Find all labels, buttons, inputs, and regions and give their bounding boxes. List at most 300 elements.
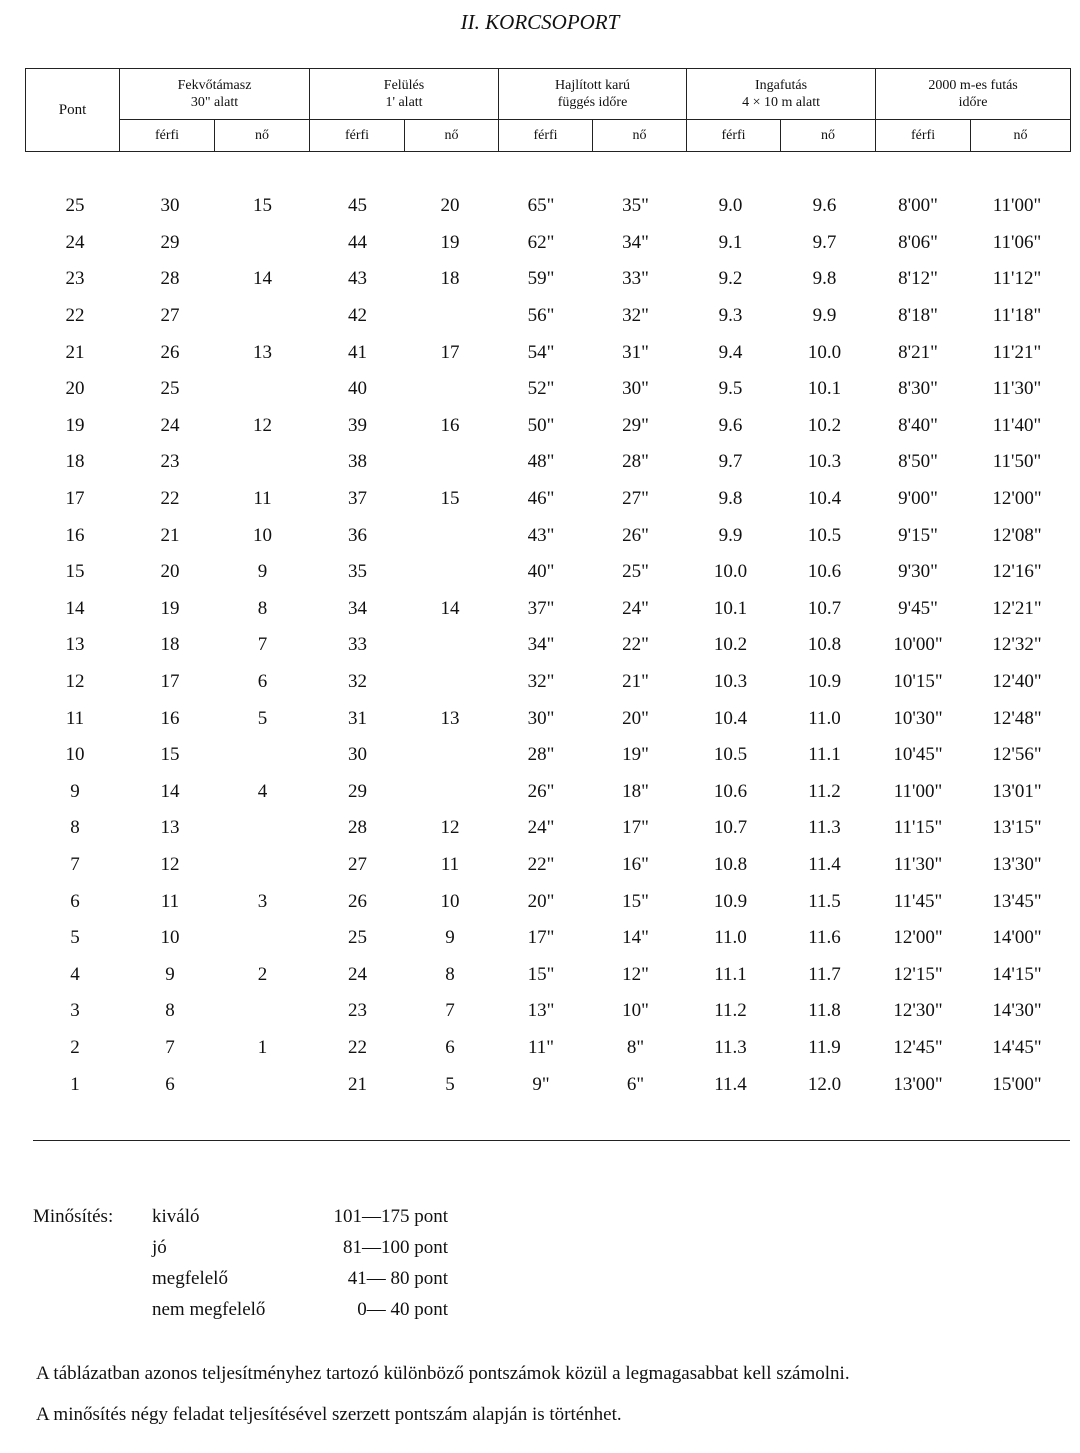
value-cell: 25 (160, 378, 180, 400)
value-cell (405, 298, 495, 335)
value-cell: 9" (532, 1073, 550, 1095)
value-cell: 22" (622, 634, 649, 656)
value-cell: 44 (348, 231, 367, 253)
value-cell (405, 627, 495, 664)
page-title: II. KORCSOPORT (460, 10, 620, 34)
value-cell: 12'56" (992, 744, 1042, 766)
value-cell: 24 (160, 414, 180, 436)
value-cell: 26" (527, 780, 555, 802)
value-cell: 4 (257, 780, 268, 802)
separator-rule (33, 1140, 1070, 1141)
value-cell: 20" (622, 707, 649, 729)
value-cell: 31" (622, 341, 649, 363)
value-cell: 28 (348, 817, 367, 839)
header-sub-cell: férfi (876, 120, 971, 152)
value-cell: 14 (160, 780, 180, 802)
value-cell: 33" (622, 268, 649, 290)
value-cell: 19 (440, 231, 460, 253)
value-cell: 6 (445, 1036, 455, 1058)
note-highest-score: A táblázatban azonos teljesítményhez tartozó különböző pontszámok közül a legmagasabbat kell számolni. (36, 1363, 850, 1384)
value-cell: 11'30" (893, 853, 943, 875)
value-cell: 9'15" (898, 524, 938, 546)
point-cell: 13 (65, 634, 85, 656)
value-cell: 54" (527, 341, 555, 363)
table-row (25, 188, 1070, 225)
value-cell: 31 (348, 707, 367, 729)
value-cell: 10.5 (807, 524, 842, 546)
table-row (25, 371, 1070, 408)
value-cell: 15" (622, 890, 649, 912)
value-cell: 10.7 (807, 597, 842, 619)
value-cell (215, 920, 310, 957)
value-cell: 8'40" (898, 414, 938, 436)
value-cell: 9'00" (898, 488, 938, 510)
legend-category: kiváló (152, 1206, 200, 1227)
value-cell: 11.3 (714, 1036, 747, 1058)
value-cell: 8'12" (898, 268, 938, 290)
value-cell: 15 (253, 195, 272, 217)
value-cell: 39 (348, 414, 367, 436)
value-cell (405, 554, 495, 591)
value-cell: 34 (348, 597, 367, 619)
value-cell: 11'50" (992, 451, 1042, 473)
value-cell (215, 993, 310, 1030)
value-cell: 11.5 (808, 890, 841, 912)
value-cell: 10.6 (807, 561, 842, 583)
table-row (25, 883, 1070, 920)
value-cell: 10.2 (713, 634, 748, 656)
value-cell: 10'30" (893, 707, 943, 729)
value-cell: 10.2 (807, 414, 842, 436)
value-cell: 10'45" (893, 744, 943, 766)
value-cell: 2 (257, 963, 268, 985)
value-cell: 37 (348, 488, 367, 510)
value-cell: 24" (622, 597, 649, 619)
value-cell (215, 298, 310, 335)
value-cell: 12 (160, 853, 180, 875)
value-cell: 27 (348, 853, 367, 875)
value-cell: 10.1 (713, 597, 748, 619)
point-cell: 8 (70, 817, 80, 839)
value-cell: 16 (160, 707, 180, 729)
value-cell: 32 (348, 671, 367, 693)
value-cell: 21 (348, 1073, 367, 1095)
value-cell: 11.6 (808, 927, 841, 949)
value-cell: 8'00" (898, 195, 938, 217)
value-cell: 10 (440, 890, 460, 912)
value-cell: 9.0 (718, 195, 743, 217)
value-cell: 9.6 (812, 195, 837, 217)
value-cell: 43 (348, 268, 367, 290)
value-cell: 13'45" (992, 890, 1042, 912)
value-cell: 41 (348, 341, 367, 363)
value-cell: 9.5 (718, 378, 743, 400)
point-cell: 18 (65, 451, 85, 473)
value-cell (215, 1066, 310, 1103)
value-cell: 17 (440, 341, 460, 363)
legend-category: jó (152, 1237, 167, 1258)
value-cell: 8'21" (898, 341, 938, 363)
header-group-situp: Felülés 1' alatt (310, 69, 499, 120)
table-row (25, 664, 1070, 701)
value-cell: 17 (160, 671, 180, 693)
value-cell: 15 (160, 744, 180, 766)
value-cell: 35" (622, 195, 649, 217)
value-cell: 9.4 (718, 341, 743, 363)
table-row (25, 225, 1070, 262)
value-cell: 30" (622, 378, 649, 400)
value-cell: 10.9 (713, 890, 748, 912)
value-cell (405, 664, 495, 701)
score-table-header (25, 68, 1071, 152)
value-cell: 10.8 (807, 634, 842, 656)
legend-row (33, 1299, 533, 1330)
point-cell: 21 (65, 341, 85, 363)
value-cell: 26 (348, 890, 367, 912)
point-cell: 14 (65, 597, 85, 619)
value-cell: 35 (348, 561, 367, 583)
value-cell: 33 (348, 634, 367, 656)
value-cell: 10.8 (713, 853, 748, 875)
value-cell (215, 847, 310, 884)
point-cell: 20 (65, 378, 85, 400)
value-cell: 6" (626, 1073, 645, 1095)
value-cell (405, 517, 495, 554)
value-cell: 7 (165, 1036, 175, 1058)
value-cell: 6 (257, 671, 268, 693)
value-cell: 22 (348, 1036, 367, 1058)
table-row (25, 737, 1070, 774)
value-cell: 9'30" (898, 561, 938, 583)
legend-category: megfelelő (152, 1268, 228, 1289)
value-cell: 10.5 (713, 744, 748, 766)
value-cell: 11.9 (808, 1036, 841, 1058)
legend-range: 0— 40 pont (357, 1299, 448, 1320)
value-cell: 52" (527, 378, 555, 400)
value-cell: 13'30" (992, 853, 1042, 875)
value-cell: 29" (622, 414, 649, 436)
value-cell: 15'00" (992, 1073, 1042, 1095)
value-cell: 9 (165, 963, 175, 985)
value-cell: 16" (622, 853, 649, 875)
table-row (25, 334, 1070, 371)
value-cell: 21 (160, 524, 180, 546)
value-cell: 10" (622, 1000, 649, 1022)
legend-range: 81—100 pont (342, 1237, 448, 1258)
value-cell: 40" (527, 561, 555, 583)
note-four-tasks: A minősítés négy feladat teljesítésével szerzett pontszám alapján is történhet. (36, 1404, 622, 1425)
header-sub-cell: férfi (120, 120, 215, 152)
value-cell: 20" (527, 890, 555, 912)
value-cell: 56" (527, 305, 555, 327)
table-row (25, 517, 1070, 554)
value-cell: 13 (160, 817, 180, 839)
value-cell: 14'45" (992, 1036, 1042, 1058)
value-cell: 9.1 (718, 231, 743, 253)
value-cell: 20 (440, 195, 460, 217)
value-cell: 10.0 (713, 561, 748, 583)
value-cell: 32" (527, 671, 555, 693)
value-cell: 28 (160, 268, 180, 290)
value-cell: 34" (527, 634, 555, 656)
value-cell: 10.0 (807, 341, 842, 363)
value-cell: 48" (527, 451, 555, 473)
value-cell: 5 (445, 1073, 455, 1095)
header-sub-cell: férfi (687, 120, 781, 152)
value-cell: 12'30" (893, 1000, 943, 1022)
legend-label: Minősítés: (33, 1206, 114, 1227)
legend-range: 41— 80 pont (347, 1268, 448, 1289)
value-cell: 11'00" (893, 780, 943, 802)
value-cell (215, 737, 310, 774)
value-cell (215, 810, 310, 847)
value-cell: 23 (348, 1000, 367, 1022)
value-cell: 11.0 (808, 707, 841, 729)
value-cell: 10.3 (713, 671, 748, 693)
value-cell: 11'00" (992, 195, 1042, 217)
value-cell (215, 444, 310, 481)
header-pont: Pont (26, 69, 120, 152)
value-cell: 12" (622, 963, 649, 985)
table-row (25, 444, 1070, 481)
value-cell: 11'30" (992, 378, 1042, 400)
value-cell: 10.6 (713, 780, 748, 802)
value-cell: 29 (348, 780, 367, 802)
value-cell: 15" (527, 963, 555, 985)
value-cell: 8'06" (898, 231, 938, 253)
value-cell: 15 (440, 488, 460, 510)
point-cell: 7 (70, 853, 80, 875)
value-cell: 40 (348, 378, 367, 400)
table-row (25, 810, 1070, 847)
value-cell: 11.2 (714, 1000, 747, 1022)
value-cell: 26 (160, 341, 180, 363)
value-cell: 17" (622, 817, 649, 839)
value-cell: 11'21" (992, 341, 1042, 363)
value-cell: 5 (257, 707, 268, 729)
header-group-hang: Hajlított karú függés időre (499, 69, 687, 120)
value-cell: 24 (348, 963, 367, 985)
point-cell: 10 (65, 744, 85, 766)
value-cell: 11'40" (992, 414, 1042, 436)
value-cell: 34" (622, 231, 649, 253)
value-cell: 8'18" (898, 305, 938, 327)
point-cell: 24 (65, 231, 85, 253)
value-cell: 46" (527, 488, 555, 510)
value-cell: 8" (626, 1036, 645, 1058)
point-cell: 16 (65, 524, 85, 546)
value-cell: 8 (165, 1000, 175, 1022)
value-cell: 38 (348, 451, 367, 473)
value-cell: 7 (257, 634, 268, 656)
value-cell: 8'50" (898, 451, 938, 473)
value-cell: 11.4 (714, 1073, 747, 1095)
value-cell: 18" (622, 780, 649, 802)
table-row (25, 554, 1070, 591)
value-cell: 26" (622, 524, 649, 546)
value-cell: 12'00" (992, 488, 1042, 510)
point-cell: 19 (65, 414, 85, 436)
value-cell: 30 (160, 195, 180, 217)
value-cell: 14 (253, 268, 272, 290)
point-cell: 3 (70, 1000, 80, 1022)
value-cell: 9.7 (718, 451, 743, 473)
value-cell (405, 737, 495, 774)
value-cell: 14'00" (992, 927, 1042, 949)
value-cell: 11.3 (808, 817, 841, 839)
value-cell: 14'30" (992, 1000, 1042, 1022)
point-cell: 11 (65, 707, 85, 729)
value-cell: 9.3 (718, 305, 743, 327)
point-cell: 23 (65, 268, 85, 290)
table-row (25, 993, 1070, 1030)
value-cell: 10.3 (807, 451, 842, 473)
score-table-body (25, 188, 1070, 1103)
value-cell: 65" (527, 195, 555, 217)
value-cell: 59" (527, 268, 555, 290)
value-cell (405, 444, 495, 481)
value-cell: 18 (440, 268, 460, 290)
value-cell: 29 (160, 231, 180, 253)
value-cell: 12'08" (992, 524, 1042, 546)
value-cell: 12'21" (992, 597, 1042, 619)
rating-legend (33, 1206, 533, 1330)
value-cell: 11'15" (893, 817, 943, 839)
header-group-2000m: 2000 m-es futás időre (876, 69, 1071, 120)
value-cell (215, 225, 310, 262)
value-cell: 19" (622, 744, 649, 766)
point-cell: 5 (70, 927, 80, 949)
table-row (25, 774, 1070, 811)
table-row (25, 481, 1070, 518)
value-cell: 11.0 (714, 927, 747, 949)
point-cell: 15 (65, 561, 85, 583)
table-row (25, 298, 1070, 335)
table-row (25, 591, 1070, 628)
legend-row (33, 1237, 533, 1268)
value-cell: 21" (622, 671, 649, 693)
value-cell: 11.2 (808, 780, 841, 802)
value-cell: 12 (440, 817, 460, 839)
value-cell: 42 (348, 305, 367, 327)
value-cell: 25 (348, 927, 367, 949)
value-cell: 22 (160, 488, 180, 510)
value-cell (405, 371, 495, 408)
header-sub-cell: nő (781, 120, 876, 152)
value-cell: 9 (257, 561, 268, 583)
value-cell: 32" (622, 305, 649, 327)
value-cell: 12'40" (992, 671, 1042, 693)
value-cell: 12'16" (992, 561, 1042, 583)
value-cell: 43" (527, 524, 555, 546)
value-cell: 13'15" (992, 817, 1042, 839)
value-cell: 11.1 (808, 744, 841, 766)
legend-category: nem megfelelő (152, 1299, 266, 1320)
value-cell: 14'15" (992, 963, 1042, 985)
value-cell: 9.9 (718, 524, 743, 546)
table-row (25, 920, 1070, 957)
value-cell: 9.7 (812, 231, 837, 253)
value-cell: 28" (527, 744, 555, 766)
value-cell: 22" (527, 853, 555, 875)
value-cell: 10.9 (807, 671, 842, 693)
value-cell: 10.4 (807, 488, 842, 510)
value-cell: 9.8 (718, 488, 743, 510)
value-cell: 28" (622, 451, 649, 473)
value-cell: 6 (165, 1073, 175, 1095)
value-cell: 19 (160, 597, 180, 619)
value-cell (405, 774, 495, 811)
value-cell: 10 (160, 927, 180, 949)
value-cell: 45 (348, 195, 367, 217)
value-cell: 7 (445, 1000, 455, 1022)
point-cell: 25 (65, 195, 85, 217)
table-row (25, 847, 1070, 884)
value-cell: 11'12" (992, 268, 1042, 290)
header-sub-cell: nő (971, 120, 1071, 152)
value-cell: 12'15" (893, 963, 943, 985)
value-cell: 12'48" (992, 707, 1042, 729)
table-row (25, 261, 1070, 298)
value-cell: 25" (622, 561, 649, 583)
value-cell: 20 (160, 561, 180, 583)
value-cell: 11.4 (808, 853, 841, 875)
value-cell: 62" (527, 231, 555, 253)
value-cell: 16 (440, 414, 460, 436)
value-cell: 13" (527, 1000, 555, 1022)
value-cell: 10.4 (713, 707, 748, 729)
value-cell: 13'00" (893, 1073, 943, 1095)
value-cell: 8'30" (898, 378, 938, 400)
value-cell: 11'18" (992, 305, 1042, 327)
value-cell: 10'00" (893, 634, 943, 656)
header-sub-cell: nő (593, 120, 687, 152)
value-cell: 11'06" (992, 231, 1042, 253)
value-cell: 1 (257, 1036, 268, 1058)
value-cell: 37" (527, 597, 555, 619)
value-cell: 9 (445, 927, 455, 949)
header-sub-cell: nő (215, 120, 310, 152)
value-cell: 24" (527, 817, 555, 839)
header-group-shuttle: Ingafutás 4 × 10 m alatt (687, 69, 876, 120)
legend-row (33, 1268, 533, 1299)
point-cell: 2 (70, 1036, 80, 1058)
value-cell: 14 (440, 597, 460, 619)
point-cell: 22 (65, 305, 85, 327)
value-cell: 27 (160, 305, 180, 327)
value-cell: 9'45" (898, 597, 938, 619)
header-sub-cell: férfi (310, 120, 405, 152)
value-cell: 13 (440, 707, 460, 729)
value-cell: 12'00" (893, 927, 943, 949)
value-cell: 23 (160, 451, 180, 473)
value-cell (215, 371, 310, 408)
value-cell: 12'32" (992, 634, 1042, 656)
value-cell: 8 (257, 597, 268, 619)
value-cell: 10 (253, 524, 272, 546)
point-cell: 4 (70, 963, 80, 985)
value-cell: 11.7 (808, 963, 841, 985)
point-cell: 6 (70, 890, 80, 912)
point-cell: 12 (65, 671, 85, 693)
value-cell: 11 (253, 488, 272, 510)
value-cell: 11 (440, 853, 460, 875)
header-sub-cell: nő (405, 120, 499, 152)
value-cell: 8 (445, 963, 455, 985)
value-cell: 13 (253, 341, 272, 363)
legend-range: 101—175 pont (333, 1206, 448, 1227)
header-sub-cell: férfi (499, 120, 593, 152)
